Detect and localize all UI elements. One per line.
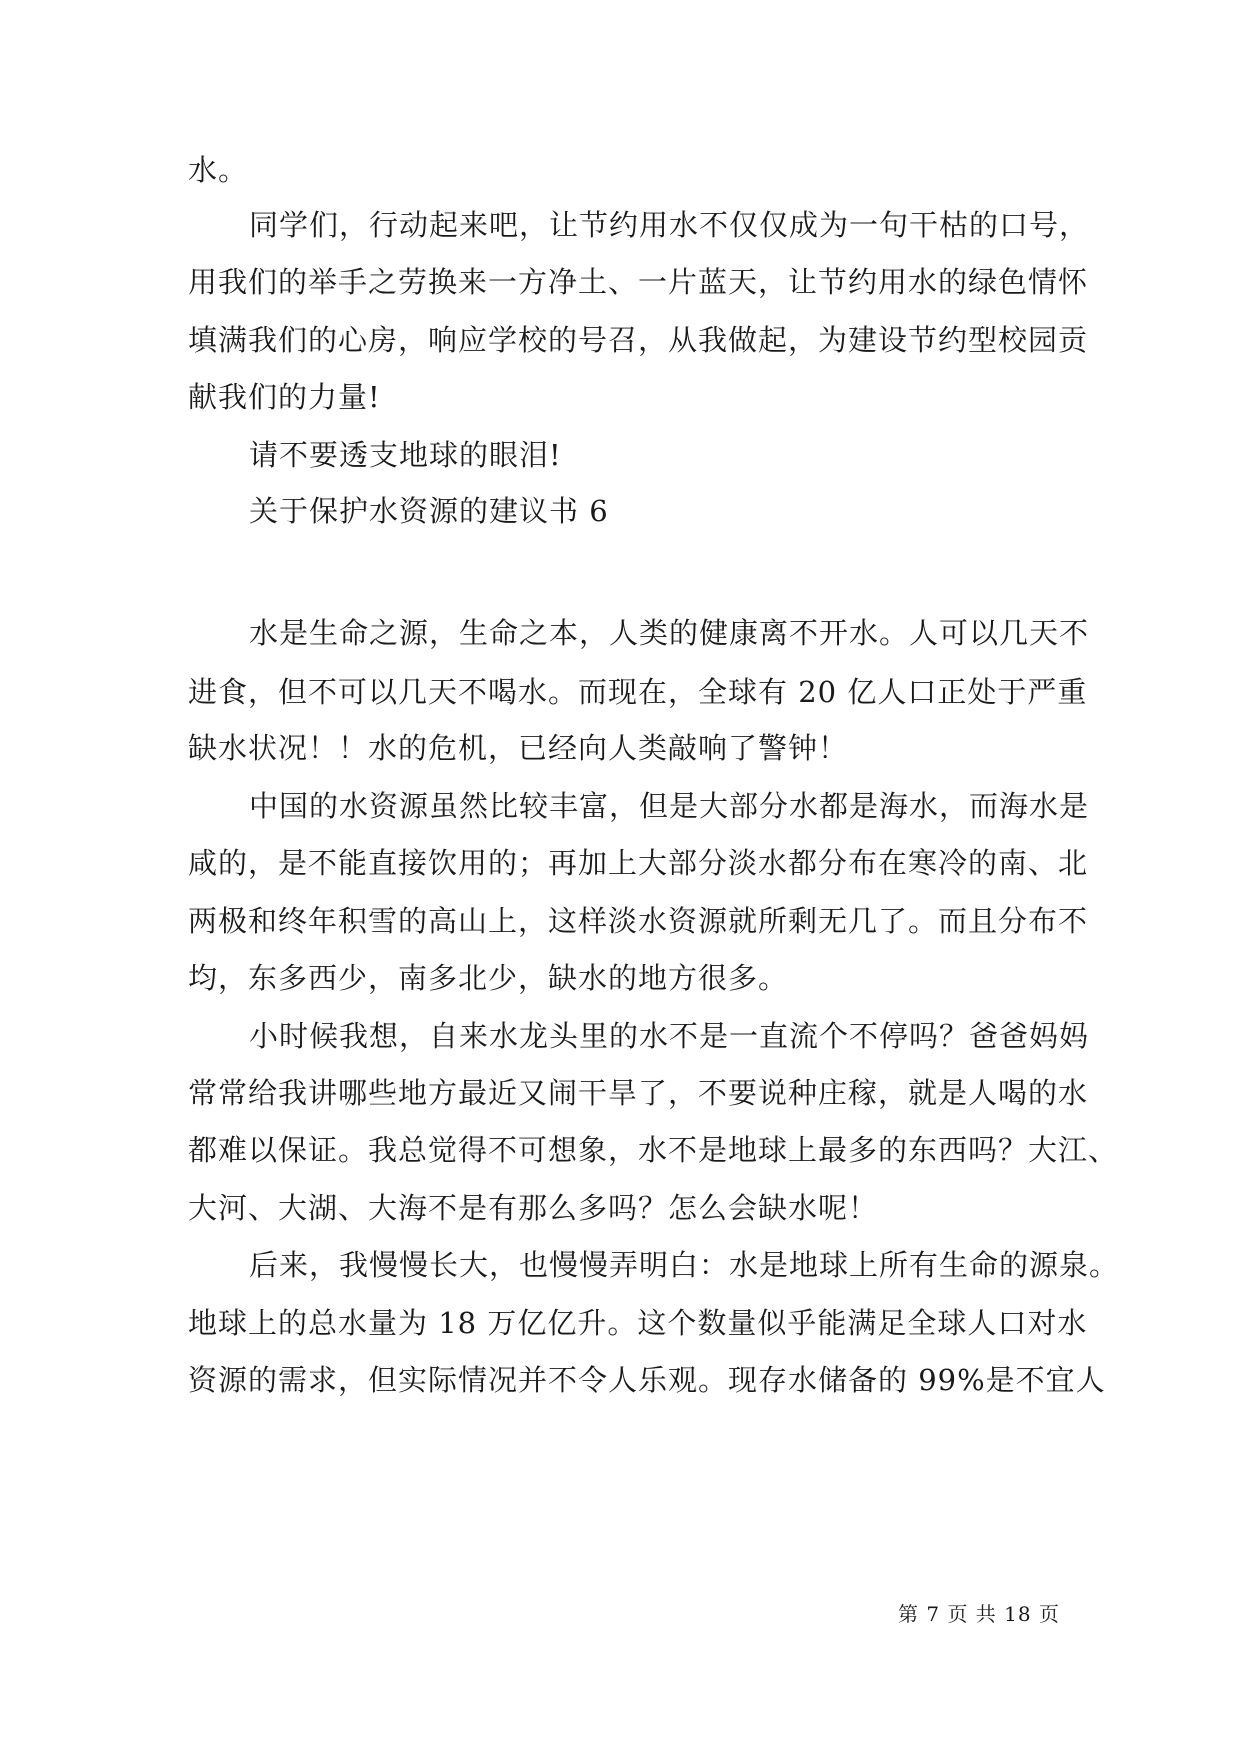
text-line: 请不要透支地球的眼泪! [249,438,562,472]
text-line: 两极和终年积雪的高山上，这样淡水资源就所剩无几了。而且分布不 [188,904,1089,938]
section-heading: 关于保护水资源的建议书 6 [249,494,609,528]
text-line: 进食，但不可以几天不喝水。而现在，全球有 20 亿人口正处于严重 [188,675,1088,709]
text-line: 地球上的总水量为 18 万亿亿升。这个数量似乎能满足全球人口对水 [188,1306,1088,1340]
page-number-footer: 第 7 页 共 18 页 [898,1602,1060,1626]
text-line: 咸的，是不能直接饮用的；再加上大部分淡水都分布在寒冷的南、北 [188,846,1089,880]
text-line: 常常给我讲哪些地方最近又闹干旱了，不要说种庄稼，就是人喝的水 [188,1076,1089,1110]
text-line: 用我们的举手之劳换来一方净土、一片蓝天，让节约用水的绿色情怀 [188,265,1089,299]
text-line: 献我们的力量! [188,380,381,414]
text-line: 同学们，行动起来吧，让节约用水不仅仅成为一句干枯的口号， [249,208,1090,242]
text-line: 缺水状况！！水的危机，已经向人类敲响了警钟！ [188,731,849,765]
text-line: 大河、大湖、大海不是有那么多吗？怎么会缺水呢！ [188,1191,879,1225]
text-line: 均，东多西少，南多北少，缺水的地方很多。 [188,961,789,995]
text-line: 都难以保证。我总觉得不可想象，水不是地球上最多的东西吗？大江、 [188,1133,1119,1167]
text-line: 填满我们的心房，响应学校的号召，从我做起，为建设节约型校园贡 [188,323,1089,357]
text-line: 后来，我慢慢长大，也慢慢弄明白：水是地球上所有生命的源泉。 [249,1248,1120,1282]
text-line: 小时候我想，自来水龙头里的水不是一直流个不停吗？爸爸妈妈 [249,1019,1090,1053]
text-line: 中国的水资源虽然比较丰富，但是大部分水都是海水，而海水是 [249,789,1090,823]
text-line: 水是生命之源，生命之本，人类的健康离不开水。人可以几天不 [249,616,1090,650]
text-line: 资源的需求，但实际情况并不令人乐观。现存水储备的 99%是不宜人 [188,1363,1106,1397]
text-line: 水。 [188,153,249,187]
